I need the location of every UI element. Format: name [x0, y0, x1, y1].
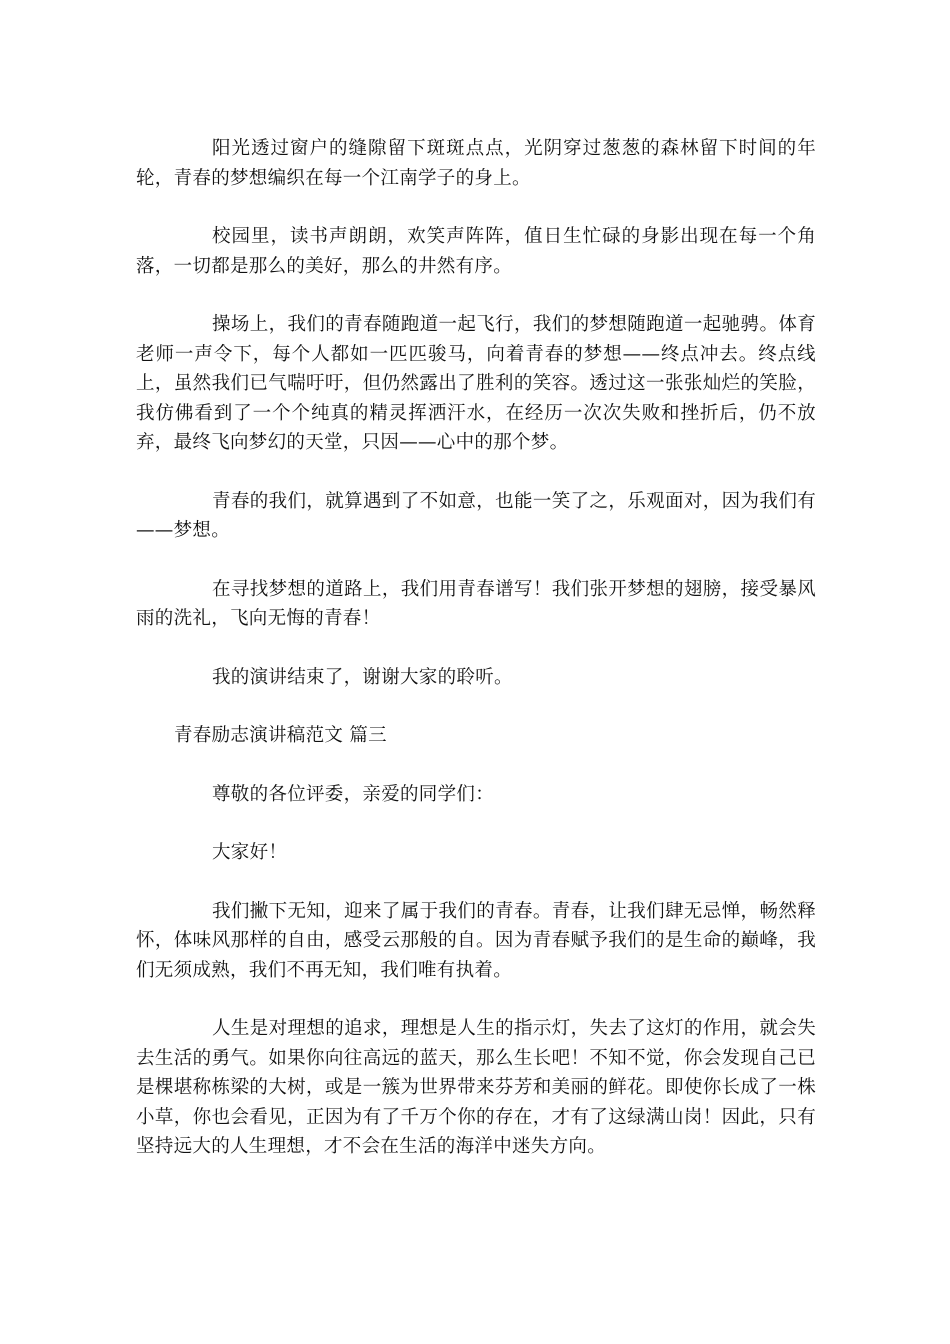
- paragraph-playground: 操场上，我们的青春随跑道一起飞行，我们的梦想随跑道一起驰骋。体育老师一声令下，每个人都如一匹匹骏马，向着青春的梦想——终点冲去。终点线上，虽然我们已气喘吁吁，但仍然露出了胜利的笑容。透过这一张张灿烂的笑脸，我仿佛看到了一个个纯真的精灵挥洒汗水，在经历一次次失败和挫折后，仍不放弃，最终飞向梦幻的天堂，只因——心中的那个梦。: [136, 314, 816, 453]
- paragraph-optimism: 青春的我们，就算遇到了不如意，也能一笑了之，乐观面对，因为我们有——梦想。: [136, 490, 816, 541]
- paragraph-sunlight: 阳光透过窗户的缝隙留下斑斑点点，光阴穿过葱葱的森林留下时间的年轮，青春的梦想编织在每一个江南学子的身上。: [136, 138, 816, 189]
- paragraph-dream-path: 在寻找梦想的道路上，我们用青春谱写！我们张开梦想的翅膀，接受暴风雨的洗礼，飞向无悔的青春！: [136, 578, 816, 629]
- section-heading: 青春励志演讲稿范文 篇三: [174, 725, 387, 746]
- paragraph-closing: 我的演讲结束了，谢谢大家的聆听。: [212, 666, 513, 688]
- paragraph-ideals: 人生是对理想的追求，理想是人生的指示灯，失去了这灯的作用，就会失去生活的勇气。如果你向往高远的蓝天，那么生长吧！不知不觉，你会发现自己已是棵堪称栋梁的大树，或是一簇为世界带来芬芳和美丽的鲜花。即使你长成了一株小草，你也会看见，正因为有了千万个你的存在，才有了这绿满山岗！因此，只有坚持远大的人生理想，才不会在生活的海洋中迷失方向。: [136, 1018, 816, 1157]
- paragraph-salutation: 尊敬的各位评委，亲爱的同学们：: [212, 783, 495, 805]
- paragraph-greeting: 大家好！: [212, 842, 288, 863]
- paragraph-youth: 我们撇下无知，迎来了属于我们的青春。青春，让我们肆无忌惮，畅然释怀，体味风那样的自由，感受云那般的自。因为青春赋予我们的是生命的巅峰，我们无须成熟，我们不再无知，我们唯有执着。: [136, 900, 816, 981]
- document-body: [136, 134, 816, 1162]
- paragraph-campus: 校园里，读书声朗朗，欢笑声阵阵，值日生忙碌的身影出现在每一个角落，一切都是那么的美好，那么的井然有序。: [136, 226, 816, 277]
